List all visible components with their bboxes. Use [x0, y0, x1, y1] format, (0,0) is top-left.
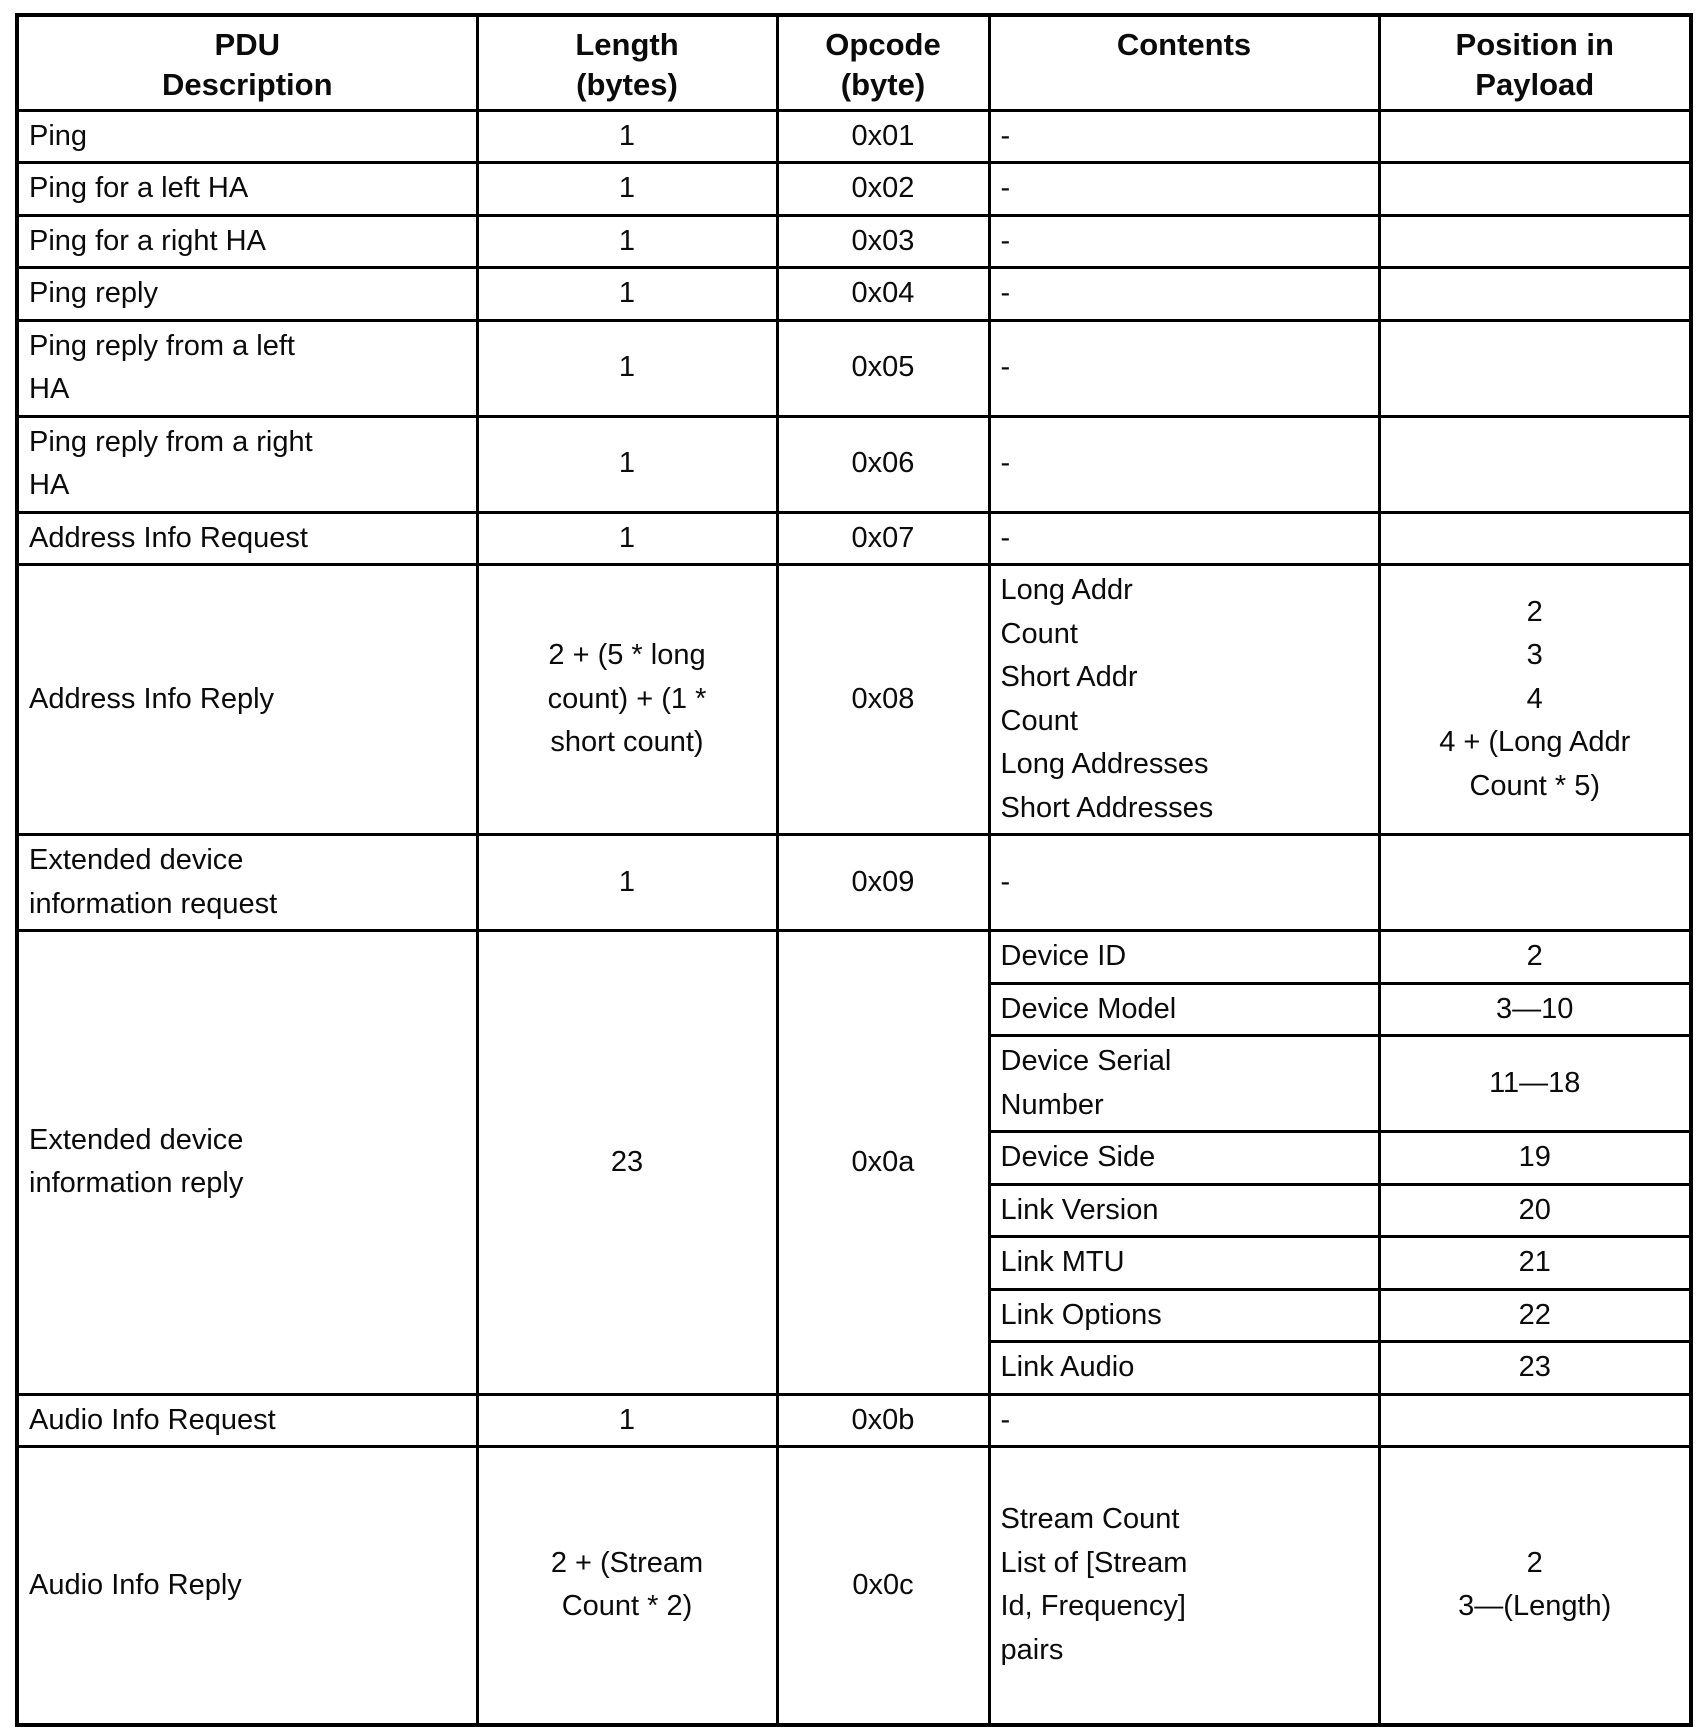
cell-pdu-description: Address Info Request [17, 512, 477, 565]
cell-length: 1 [477, 320, 777, 416]
cell-contents-device-side: Device Side [989, 1132, 1379, 1185]
cell-contents-link-version: Link Version [989, 1184, 1379, 1237]
cell-pdu-description: Ping reply from a left HA [17, 320, 477, 416]
cell-position [1379, 1394, 1691, 1447]
cell-position [1379, 110, 1691, 163]
cell-opcode: 0x0b [777, 1394, 989, 1447]
header-position: Position in Payload [1379, 15, 1691, 110]
cell-contents: - [989, 512, 1379, 565]
cell-position-link-options: 22 [1379, 1289, 1691, 1342]
cell-opcode: 0x03 [777, 215, 989, 268]
table-row-audio-info-request [17, 1394, 1691, 1447]
cell-position-link-audio: 23 [1379, 1342, 1691, 1395]
cell-contents: Stream Count List of [Stream Id, Frequency] pairs [989, 1447, 1379, 1725]
cell-length: 1 [477, 215, 777, 268]
cell-position-device-side: 19 [1379, 1132, 1691, 1185]
cell-contents: - [989, 320, 1379, 416]
cell-pdu-description: Ping reply [17, 268, 477, 321]
cell-pdu-description: Ping [17, 110, 477, 163]
cell-contents: Long Addr Count Short Addr Count Long Addresses Short Addresses [989, 565, 1379, 835]
cell-length: 2 + (Stream Count * 2) [477, 1447, 777, 1725]
cell-position [1379, 416, 1691, 512]
cell-opcode: 0x06 [777, 416, 989, 512]
table-row-ping-left [17, 163, 1691, 216]
cell-position-device-serial: 11—18 [1379, 1036, 1691, 1132]
cell-length: 1 [477, 416, 777, 512]
table-row-ping [17, 110, 1691, 163]
cell-contents: - [989, 1394, 1379, 1447]
cell-opcode: 0x0a [777, 931, 989, 1395]
cell-pdu-description: Audio Info Reply [17, 1447, 477, 1725]
cell-position [1379, 512, 1691, 565]
cell-position [1379, 268, 1691, 321]
table-row-ext-device-info-request [17, 835, 1691, 931]
cell-opcode: 0x08 [777, 565, 989, 835]
cell-pdu-description: Ping for a right HA [17, 215, 477, 268]
cell-contents-link-audio: Link Audio [989, 1342, 1379, 1395]
cell-position-link-mtu: 21 [1379, 1237, 1691, 1290]
cell-contents-device-serial: Device Serial Number [989, 1036, 1379, 1132]
header-pdu-description: PDU Description [17, 15, 477, 110]
table-row-audio-info-reply [17, 1447, 1691, 1725]
cell-position [1379, 320, 1691, 416]
cell-opcode: 0x01 [777, 110, 989, 163]
cell-position: 2 3 4 4 + (Long Addr Count * 5) [1379, 565, 1691, 835]
cell-position-device-id: 2 [1379, 931, 1691, 984]
header-contents: Contents [989, 15, 1379, 110]
cell-contents-device-model: Device Model [989, 983, 1379, 1036]
cell-opcode: 0x05 [777, 320, 989, 416]
cell-opcode: 0x04 [777, 268, 989, 321]
cell-pdu-description: Address Info Reply [17, 565, 477, 835]
cell-contents-link-options: Link Options [989, 1289, 1379, 1342]
table-row-ext-device-info-reply [17, 931, 1691, 984]
cell-length: 23 [477, 931, 777, 1395]
table-row-ping-reply-right [17, 416, 1691, 512]
cell-contents: - [989, 268, 1379, 321]
cell-pdu-description: Ping for a left HA [17, 163, 477, 216]
table-row-address-info-request [17, 512, 1691, 565]
cell-pdu-description: Ping reply from a right HA [17, 416, 477, 512]
cell-length: 1 [477, 835, 777, 931]
header-row [17, 15, 1691, 110]
cell-contents: - [989, 110, 1379, 163]
cell-contents-link-mtu: Link MTU [989, 1237, 1379, 1290]
cell-length: 2 + (5 * long count) + (1 * short count) [477, 565, 777, 835]
cell-position [1379, 215, 1691, 268]
table-row-ping-right [17, 215, 1691, 268]
cell-pdu-description: Audio Info Request [17, 1394, 477, 1447]
header-opcode: Opcode (byte) [777, 15, 989, 110]
cell-position: 2 3—(Length) [1379, 1447, 1691, 1725]
cell-pdu-description: Extended device information reply [17, 931, 477, 1395]
table-row-ping-reply-left [17, 320, 1691, 416]
cell-length: 1 [477, 1394, 777, 1447]
cell-contents-device-id: Device ID [989, 931, 1379, 984]
pdu-table [15, 13, 1693, 1727]
cell-contents: - [989, 215, 1379, 268]
cell-contents: - [989, 163, 1379, 216]
table-row-address-info-reply [17, 565, 1691, 835]
cell-opcode: 0x02 [777, 163, 989, 216]
cell-length: 1 [477, 512, 777, 565]
cell-opcode: 0x09 [777, 835, 989, 931]
cell-opcode: 0x0c [777, 1447, 989, 1725]
cell-position [1379, 835, 1691, 931]
cell-position [1379, 163, 1691, 216]
cell-position-link-version: 20 [1379, 1184, 1691, 1237]
cell-length: 1 [477, 163, 777, 216]
cell-contents: - [989, 835, 1379, 931]
cell-position-device-model: 3—10 [1379, 983, 1691, 1036]
table-row-ping-reply [17, 268, 1691, 321]
header-length: Length (bytes) [477, 15, 777, 110]
cell-length: 1 [477, 110, 777, 163]
cell-length: 1 [477, 268, 777, 321]
cell-pdu-description: Extended device information request [17, 835, 477, 931]
cell-contents: - [989, 416, 1379, 512]
cell-opcode: 0x07 [777, 512, 989, 565]
